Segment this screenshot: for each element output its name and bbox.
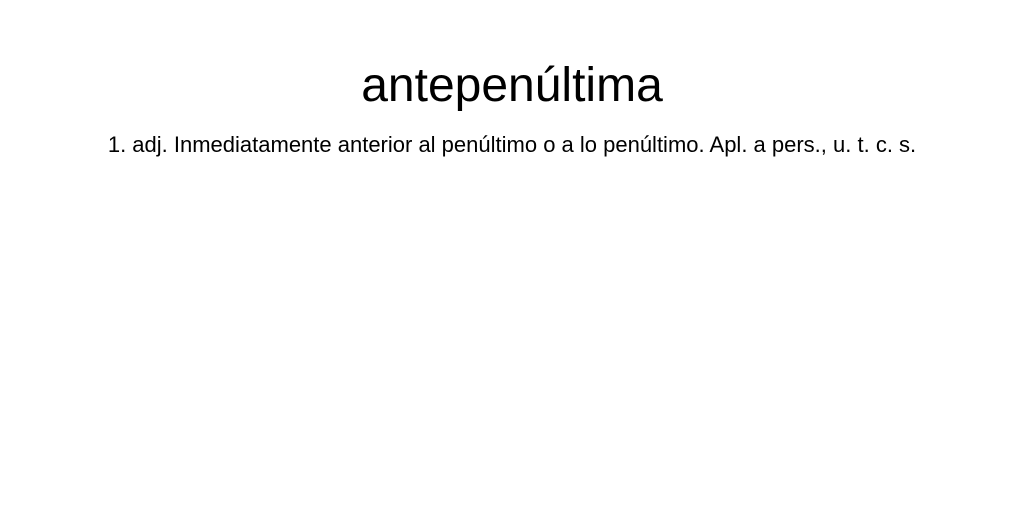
definition-text: 1. adj. Inmediatamente anterior al penúltimo o a lo penúltimo. Apl. a pers., u. t. c. s. [107, 132, 917, 157]
headword: antepenúltima [361, 59, 663, 112]
